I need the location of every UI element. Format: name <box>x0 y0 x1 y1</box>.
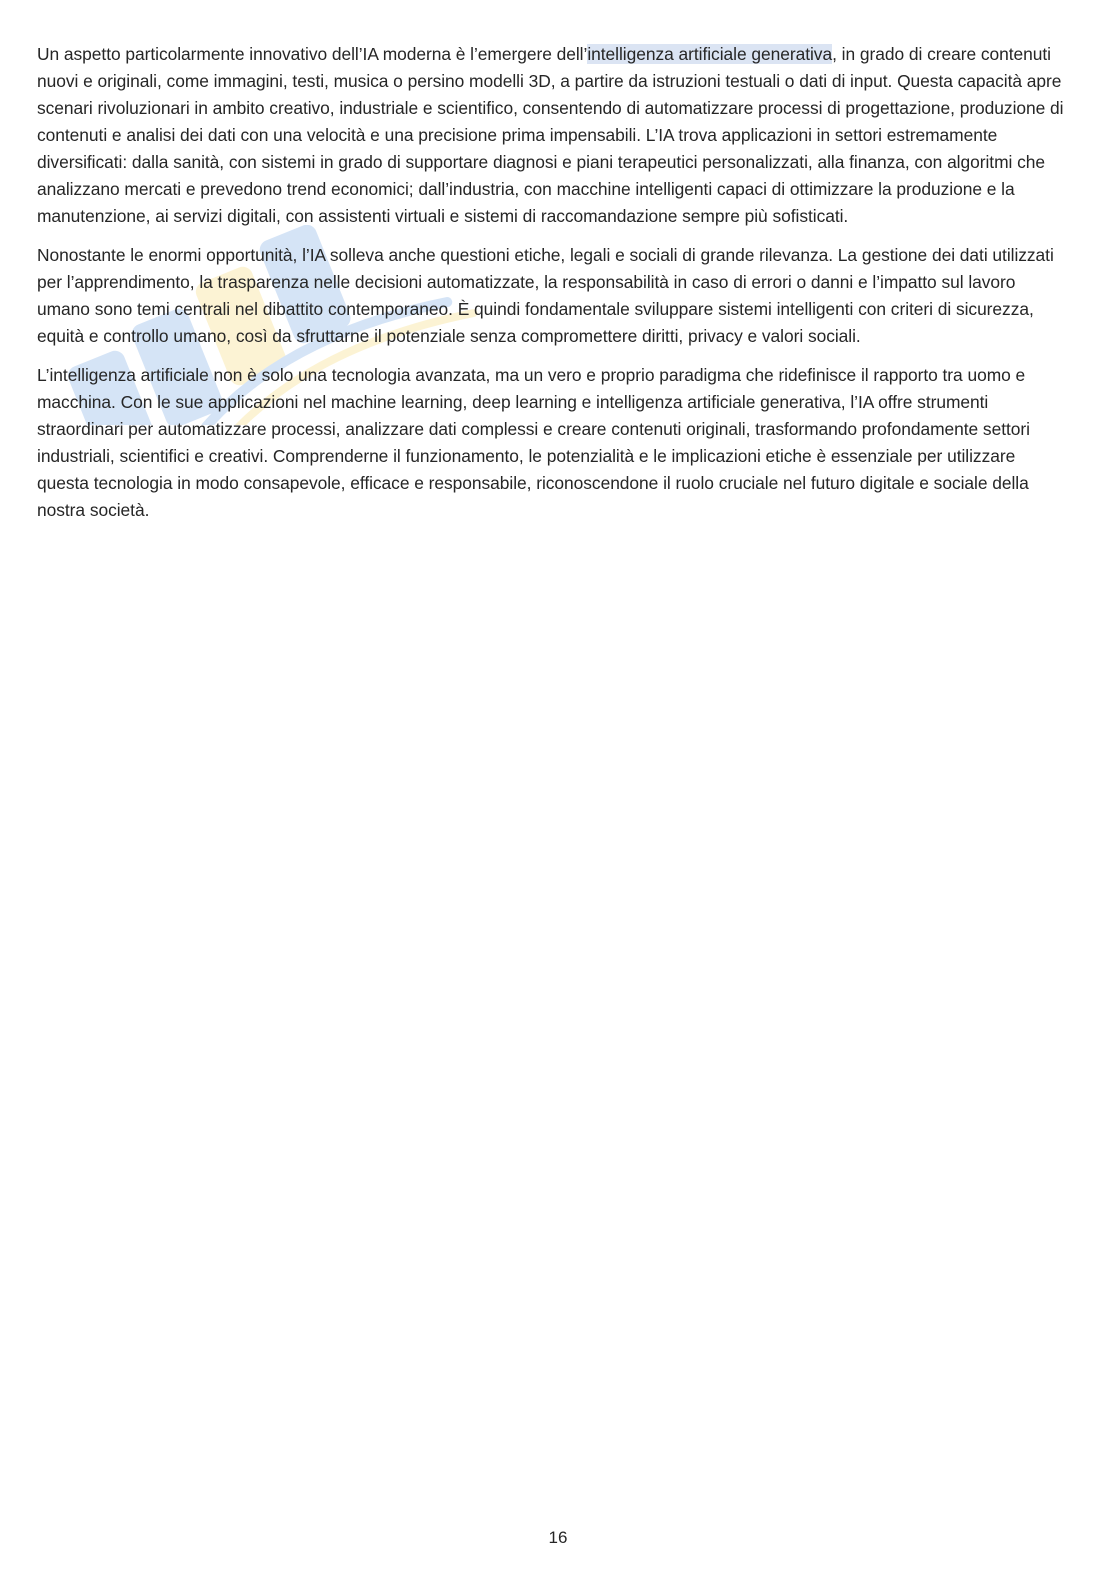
highlighted-term: intelligenza artificiale generativa <box>587 44 833 64</box>
paragraph-1 <box>37 41 1069 230</box>
page-number: 16 <box>548 1528 568 1547</box>
paragraph-1-lead: Un aspetto particolarmente innovativo dell’IA moderna è l’emergere dell’ <box>37 44 588 64</box>
paragraph-2: Nonostante le enormi opportunità, l’IA solleva anche questioni etiche, legali e sociali di grande rilevanza. La gestione dei dati utilizzati per l’apprendimento, la trasparenza nelle decisioni automatizzate, la responsabilità in caso di errori o danni e l’impatto sul lavoro umano sono temi centrali nel dibattito contemporaneo. È quindi fondamentale sviluppare sistemi intelligenti con criteri di sicurezza, equità e controllo umano, così da sfruttarne il potenziale senza compromettere diritti, privacy e valori sociali. <box>37 245 1054 346</box>
document-body <box>37 41 1069 536</box>
paragraph-3: L’intelligenza artificiale non è solo una tecnologia avanzata, ma un vero e proprio paradigma che ridefinisce il rapporto tra uomo e macchina. Con le sue applicazioni nel machine learning, deep learning e intelligenza artificiale generativa, l’IA offre strumenti straordinari per automatizzare processi, analizzare dati complessi e creare contenuti originali, trasformando profondamente settori industriali, scientifici e creativi. Comprenderne il funzionamento, le potenzialità e le implicazioni etiche è essenziale per utilizzare questa tecnologia in modo consapevole, efficace e responsabile, riconoscendone il ruolo cruciale nel futuro digitale e sociale della nostra società. <box>37 365 1030 520</box>
paragraph-1-rest: , in grado di creare contenuti nuovi e originali, come immagini, testi, musica o persino modelli 3D, a partire da istruzioni testuali o dati di input. Questa capacità apre scenari rivoluzionari in ambito creativo, industriale e scientifico, consentendo di automatizzare processi di progettazione, produzione di contenuti e analisi dei dati con una velocità e una precisione prima impensabili. L’IA trova applicazioni in settori estremamente diversificati: dalla sanità, con sistemi in grado di supportare diagnosi e piani terapeutici personalizzati, alla finanza, con algoritmi che analizzano mercati e prevedono trend economici; dall’industria, con macchine intelligenti capaci di ottimizzare la produzione e la manutenzione, ai servizi digitali, con assistenti virtuali e sistemi di raccomandazione sempre più sofisticati. <box>37 44 1064 226</box>
